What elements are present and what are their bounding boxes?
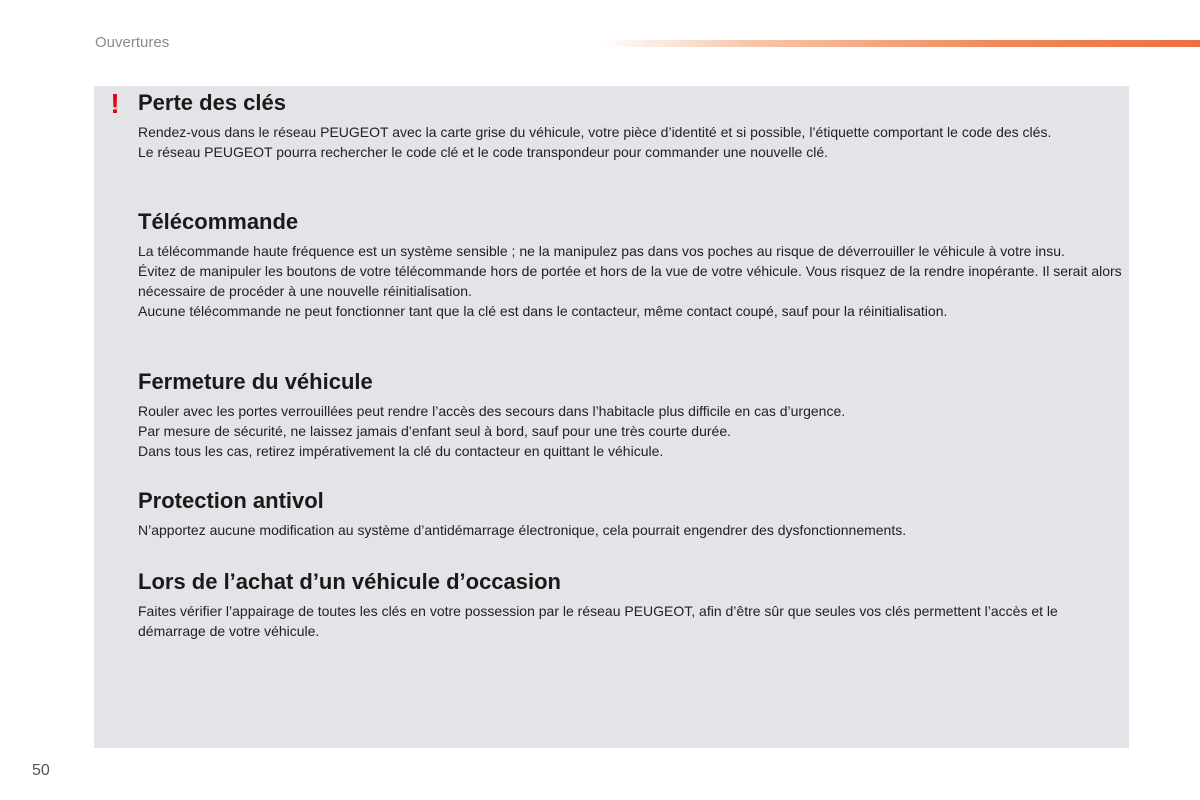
section-title: Télécommande [138, 209, 299, 234]
paragraph: Par mesure de sécurité, ne laissez jamais d’enfant seul à bord, sauf pour une très courte durée. [138, 423, 731, 439]
section-vehicle-locking [138, 368, 1123, 461]
paragraph: N’apportez aucune modification au système d’antidémarrage électronique, cela pourrait engendrer des dysfonctionnements. [138, 522, 907, 538]
section-antitheft [138, 487, 1123, 540]
section-header-title: Ouvertures [95, 34, 170, 51]
paragraph: Aucune télécommande ne peut fonctionner tant que la clé est dans le contacteur, même contact coupé, sauf pour la réinitialisation. [138, 303, 948, 319]
section-title: Perte des clés [138, 90, 286, 115]
paragraph: Le réseau PEUGEOT pourra rechercher le code clé et le code transpondeur pour commander une nouvelle clé. [138, 144, 829, 160]
paragraph: La télécommande haute fréquence est un système sensible ; ne la manipulez pas dans vos poches au risque de déverrouiller le véhicule à votre insu. [138, 243, 1065, 259]
section-remote-control [138, 208, 1123, 321]
section-title: Lors de l’achat d’un véhicule d’occasion [138, 569, 561, 594]
paragraph: Évitez de manipuler les boutons de votre télécommande hors de portée et hors de la vue de votre véhicule. Vous risquez de la rendre inopérante. Il serait alors nécessaire de procéder à une nouvelle réinitialisation. [138, 263, 1122, 299]
paragraph: Rouler avec les portes verrouillées peut rendre l’accès des secours dans l’habitacle plus difficile en cas d’urgence. [138, 403, 846, 419]
paragraph: Rendez-vous dans le réseau PEUGEOT avec la carte grise du véhicule, votre pièce d’identité et si possible, l’étiquette comportant le code des clés. [138, 124, 1052, 140]
paragraph: Faites vérifier l’appairage de toutes les clés en votre possession par le réseau PEUGEOT, afin d’être sûr que seules vos clés permettent l’accès et le démarrage de votre véhicule. [138, 603, 1058, 639]
section-title: Protection antivol [138, 488, 324, 513]
exclamation-icon: ! [110, 88, 120, 119]
section-lost-keys [138, 89, 1123, 162]
header-accent-bar [600, 40, 1200, 47]
section-used-vehicle [138, 568, 1123, 641]
paragraph: Dans tous les cas, retirez impérativement la clé du contacteur en quittant le véhicule. [138, 443, 664, 459]
page-number: 50 [32, 762, 50, 779]
section-title: Fermeture du véhicule [138, 369, 373, 394]
